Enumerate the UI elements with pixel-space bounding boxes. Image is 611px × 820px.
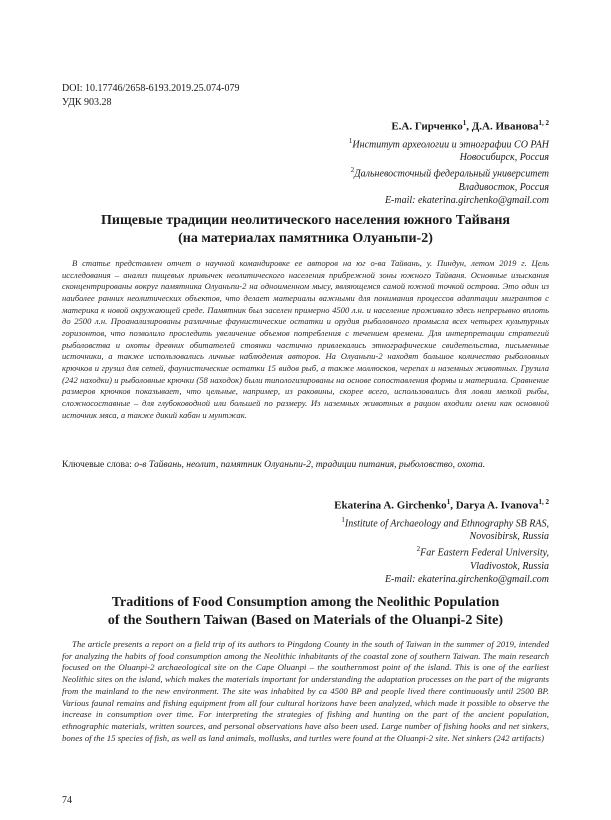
en-title-line: of the Southern Taiwan (Based on Materials of the Oluanpi-2 Site) [107, 613, 504, 628]
ru-keywords [62, 459, 549, 471]
ru-author-separator: , [466, 120, 472, 133]
keywords-label: Ключевые слова: [62, 459, 135, 470]
ru-affiliation-line: Владивосток, Россия [458, 181, 549, 193]
ru-author-1: Е.А. Гирченко [391, 120, 463, 133]
en-abstract: The article presents a report on a field trip of its authors to Pingdong County in the south of Taiwan in the summer of 2019, intended for analyzing the habits of food consumption among the Neolithic inhabitants of the coastal zone of southern Taiwan. The main research focused on the Oluanpi-2 archaeological site on the Cape Oluanpi – the southernmost point of the island. This is one of the earliest Neolithic sites on the island, which makes the materials important for understanding the adaptation processes on the part of the migrants from the mainland to the new environment. The site was inhabited by ca 4500 BP and people lived there continuously until 2500 BP. Various faunal remains and fishing equipment from all four cultural horizons have been analyzed, which made it possible to observe the increase in consumption over time. For interpreting the strategies of fishing and hunting on the part of the ancient population, ethnographic materials, written sources, and personal observations have also been used. Large number of fishing hooks and net sinkers, bones of the 15 species of fish, as well as land animals, mollusks, and turtles were found at the Oluanpi-2 site. Net sinkers (242 artifacts) [62, 639, 549, 743]
ru-title-line: (на материалах памятника Олуаньпи-2) [178, 231, 433, 246]
keywords-text: о-в Тайвань, неолит, памятник Олуаньпи-2, традиции питания, рыболовство, охота. [134, 459, 486, 470]
ru-authors [391, 116, 549, 134]
en-author-2: Darya A. Ivanova [455, 499, 539, 512]
en-affiliation-line: $^2$Far Eastern Federal University, [416, 545, 549, 559]
en-author-1: Ekaterina A. Girchenko [334, 499, 447, 512]
en-title-line: Traditions of Food Consumption among the Neolithic Population [111, 595, 500, 610]
en-author-separator: , [450, 499, 456, 512]
en-authors [334, 495, 549, 513]
ru-affiliations [349, 135, 549, 207]
ru-affiliation-line: $^2$Дальневосточный федеральный университет [350, 166, 549, 180]
en-affiliations [341, 514, 549, 586]
article-identifiers [62, 82, 240, 110]
en-author-1-sup: 1 [446, 498, 451, 506]
en-email: E-mail: ekaterina.girchenko@gmail.com [384, 573, 549, 585]
en-affiliation-line: $^1$Institute of Archaeology and Ethnography SB RAS, [341, 516, 549, 530]
page-number: 74 [62, 795, 72, 806]
ru-title-line: Пищевые традиции неолитического населения южного Тайваня [101, 213, 510, 228]
udk: УДК 903.28 [62, 97, 112, 108]
ru-abstract: В статье представлен отчет о научной командировке ее авторов на юг о-ва Тайвань, у. Пиндун, летом 2019 г. Цель исследования – анализ пищевых привычек неолитического населения прибрежной зоны южного Тайваня. Основные изыскания сконцентрированы вокруг памятника Олуаньпи-2 на одноименном мысу, являющемся самой южной точкой острова. Это один из наиболее ранних неолитических объектов, что делает материалы важными для понимания процессов адаптации мигрантов с материка к новой окружающей среде. Памятник был заселен примерно 4500 л.н. и население проживало здесь непрерывно вплоть до 2500 л.н. Проанализированы различные фаунистические остатки и орудия рыболовного промысла всех четырех культурных горизонтов, что позволило проследить увеличение объемов потребления с течением времени. Для интерпретации стратегий рыболовства и охоты древних обитателей стоянки частично привлекались этнографические свидетельства, письменные источники, а также использовались личные наблюдения авторов. На Олуаньпи-2 находят большое количество рыболовных крючков и грузил для сетей, фаунистические остатки 15 видов рыб, а также моллюсков, черепах и наземных животных. Грузила (242 находки) и рыболовные крючки (58 находок) были типологизированы на основе сопоставления формы и материала. Сравнение размеров крючков показывает, что цельные, например, из раковины, скорее всего, использовались для ловли мелкой рыбы, сложносоставные – для глубоководной или большей по размеру. Из наземных животных в рацион входили олени как основной источник мяса, а также дикий кабан и мунтжак. [62, 258, 549, 420]
ru-email: E-mail: ekaterina.girchenko@gmail.com [384, 194, 549, 206]
ru-author-2: Д.А. Иванова [471, 120, 539, 133]
ru-affiliation-line: $^1$Институт археологии и этнографии СО РАН [348, 137, 549, 151]
en-affiliation-line: Novosibirsk, Russia [469, 531, 549, 543]
en-affiliation-line: Vladivostok, Russia [470, 560, 549, 572]
ru-author-2-sup: 1, 2 [538, 119, 549, 127]
ru-affiliation-line: Новосибирск, Россия [459, 152, 549, 164]
ru-article-title [62, 212, 549, 248]
en-article-title [62, 594, 549, 630]
ru-author-1-sup: 1 [462, 119, 467, 127]
en-author-2-sup: 1, 2 [538, 498, 549, 506]
doi: DOI: 10.17746/2658-6193.2019.25.074-079 [62, 83, 240, 94]
